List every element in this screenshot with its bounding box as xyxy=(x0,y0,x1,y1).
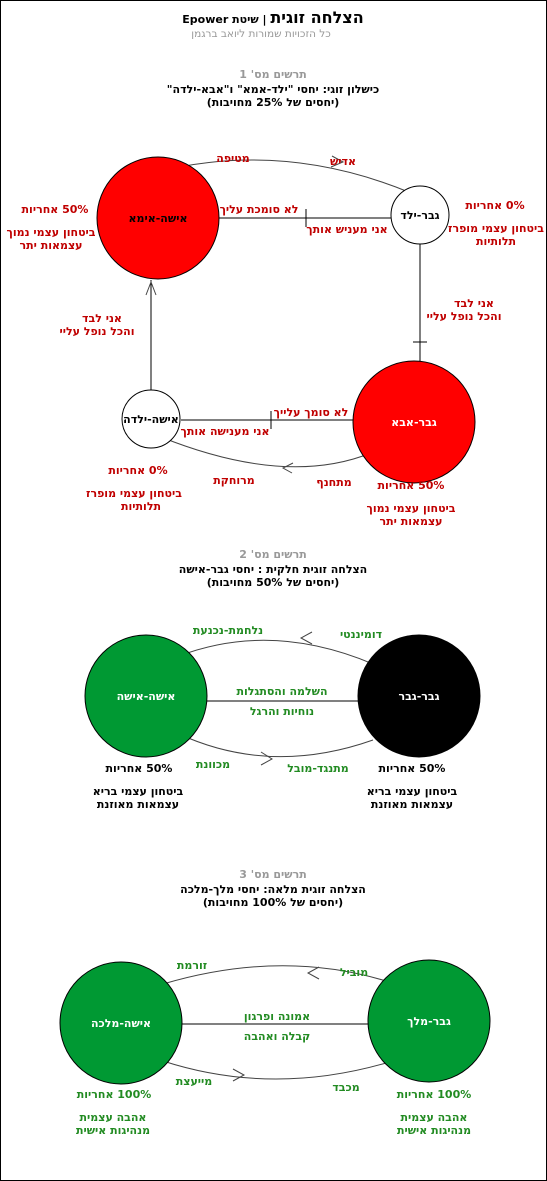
d3-q-note1: אהבה עצמית xyxy=(79,1111,147,1124)
page-title: הצלחה זוגית | שיטת Epower xyxy=(182,8,364,27)
diagram2-label: תרשים מס' 2 xyxy=(239,548,307,561)
d2-label-top-right: דומיננטי xyxy=(339,628,383,641)
d2-label-mid-lower: נוחיות והרגל xyxy=(249,705,315,718)
d3-label-bottom-right: מכבד xyxy=(332,1081,360,1094)
d2-m-responsibility: 50% אחריות xyxy=(378,762,446,775)
d1-label-right-v2: והכל נופל עליי xyxy=(426,310,502,323)
d2-label-bottom-left: מכוונת xyxy=(195,758,231,771)
d1-mf-note2: עצמאות יתר xyxy=(379,515,443,528)
d1-wc-responsibility: 0% אחריות xyxy=(108,464,168,477)
node-woman-queen-label: אישה-מלכה xyxy=(90,1017,152,1030)
d2-m-note2: עצמאות מאוזנת xyxy=(370,798,454,811)
diagram3-label: תרשים מס' 3 xyxy=(239,868,307,881)
d3-k-note2: מנהיגות אישית xyxy=(396,1124,472,1137)
d1-label-top-right: אדיש xyxy=(329,155,357,168)
node-woman-mother-label: אישה-אימא xyxy=(128,212,188,225)
diagram2-desc-line2: (יחסים של 50% מחויבות) xyxy=(206,576,340,589)
d1-label-left-v2: והכל נופל עליי xyxy=(59,325,135,338)
d3-top-arrowhead xyxy=(308,967,319,979)
d2-w-note1: ביטחון עצמי בריא xyxy=(92,785,184,798)
d3-label-mid-lower: קבלה ואהבה xyxy=(243,1030,311,1043)
d3-k-note1: אהבה עצמית xyxy=(400,1111,468,1124)
d3-label-top-left: זורמת xyxy=(176,959,208,972)
d1-wm-note1: ביטחון עצמי נמוך xyxy=(6,226,96,239)
copyright-note: כל הזכויות שמורות ליואב ברגמן xyxy=(191,28,331,40)
d3-label-top-right: מוביל xyxy=(339,966,369,979)
d3-bottom-arrowhead xyxy=(233,1069,244,1081)
d1-wc-note1: ביטחון עצמי מופרז xyxy=(86,487,182,500)
d2-top-arrowhead xyxy=(301,632,312,644)
d1-wc-note2: תלותיות xyxy=(121,500,161,513)
d3-q-responsibility: 100% אחריות xyxy=(76,1088,152,1101)
d3-q-note2: מנהיגות אישית xyxy=(75,1124,151,1137)
d1-mc-responsibility: 0% אחריות xyxy=(465,199,525,212)
d1-bottom-arrowhead xyxy=(283,463,293,473)
node-man-child-label: גבר-ילד xyxy=(400,209,440,222)
d2-w-responsibility: 50% אחריות xyxy=(105,762,173,775)
d2-bottom-arc xyxy=(179,734,373,757)
node-woman-child-label: אישה-ילדה xyxy=(123,413,179,426)
d3-label-bottom-left: מייעצת xyxy=(175,1075,213,1088)
diagram3-desc-line2: (יחסים של 100% מחויבות) xyxy=(202,896,344,909)
d1-label-mid-bottom-upper: לא סומך עלייך xyxy=(273,406,349,419)
d1-mc-note1: ביטחון עצמי מופרז xyxy=(448,222,544,235)
d1-mf-note1: ביטחון עצמי נמוך xyxy=(366,502,456,515)
node-man-man-label: גבר-גבר xyxy=(398,690,440,703)
d1-label-left-v1: אני לבד xyxy=(82,312,122,325)
d2-top-arc xyxy=(179,640,373,664)
node-man-king-label: גבר-מלך xyxy=(407,1015,451,1028)
d1-mc-note2: תלותיות xyxy=(476,235,516,248)
d2-label-bottom-right: מתנגד-מובל xyxy=(287,762,349,775)
diagram1-desc-line2: (יחסים של 25% מחויבות) xyxy=(206,96,340,109)
d1-wm-note2: עצמאות יתר xyxy=(19,239,83,252)
d2-bottom-arrowhead xyxy=(261,752,272,765)
d1-label-mid-bottom-lower: אני מענישה אותך xyxy=(180,425,270,438)
d1-label-top-left: מטיפה xyxy=(216,152,250,165)
node-woman-woman-label: אישה-אישה xyxy=(116,690,176,703)
d3-label-mid-upper: אמונה ופרגון xyxy=(243,1010,311,1023)
d2-m-note1: ביטחון עצמי בריא xyxy=(366,785,458,798)
diagram1-label: תרשים מס' 1 xyxy=(239,68,307,81)
d1-wm-responsibility: 50% אחריות xyxy=(21,203,89,216)
d1-label-mid-top-upper: לא סומכת עליך xyxy=(219,203,299,216)
d1-mf-responsibility: 50% אחריות xyxy=(377,479,445,492)
d2-label-mid-upper: השלמה והסתגלות xyxy=(236,685,328,698)
d3-k-responsibility: 100% אחריות xyxy=(396,1088,472,1101)
d1-label-right-v1: אני לבד xyxy=(454,297,494,310)
d1-bottom-arc xyxy=(161,437,371,467)
node-man-father-label: גבר-אבא xyxy=(391,416,437,429)
d2-label-top-left: נלחמת-נכנעת xyxy=(192,624,264,637)
d1-label-bottom-right: מתחנף xyxy=(316,476,352,489)
diagram-svg xyxy=(1,1,546,1180)
diagram1-desc-line1: כישלון זוגי: יחסי "ילד-אמא" ו"אבא-ילדה" xyxy=(166,83,380,96)
diagram3-desc-line1: הצלחה זוגית מלאה: יחסי מלך-מלכה xyxy=(180,883,366,896)
d2-w-note2: עצמאות מאוזנת xyxy=(96,798,180,811)
d1-label-bottom-left: מרוחקת xyxy=(213,474,255,487)
d1-label-mid-top-lower: אני מעניש אותך xyxy=(306,223,388,236)
diagram2-desc-line1: הצלחה זוגית חלקית : יחסי גבר-אישה xyxy=(178,563,368,576)
